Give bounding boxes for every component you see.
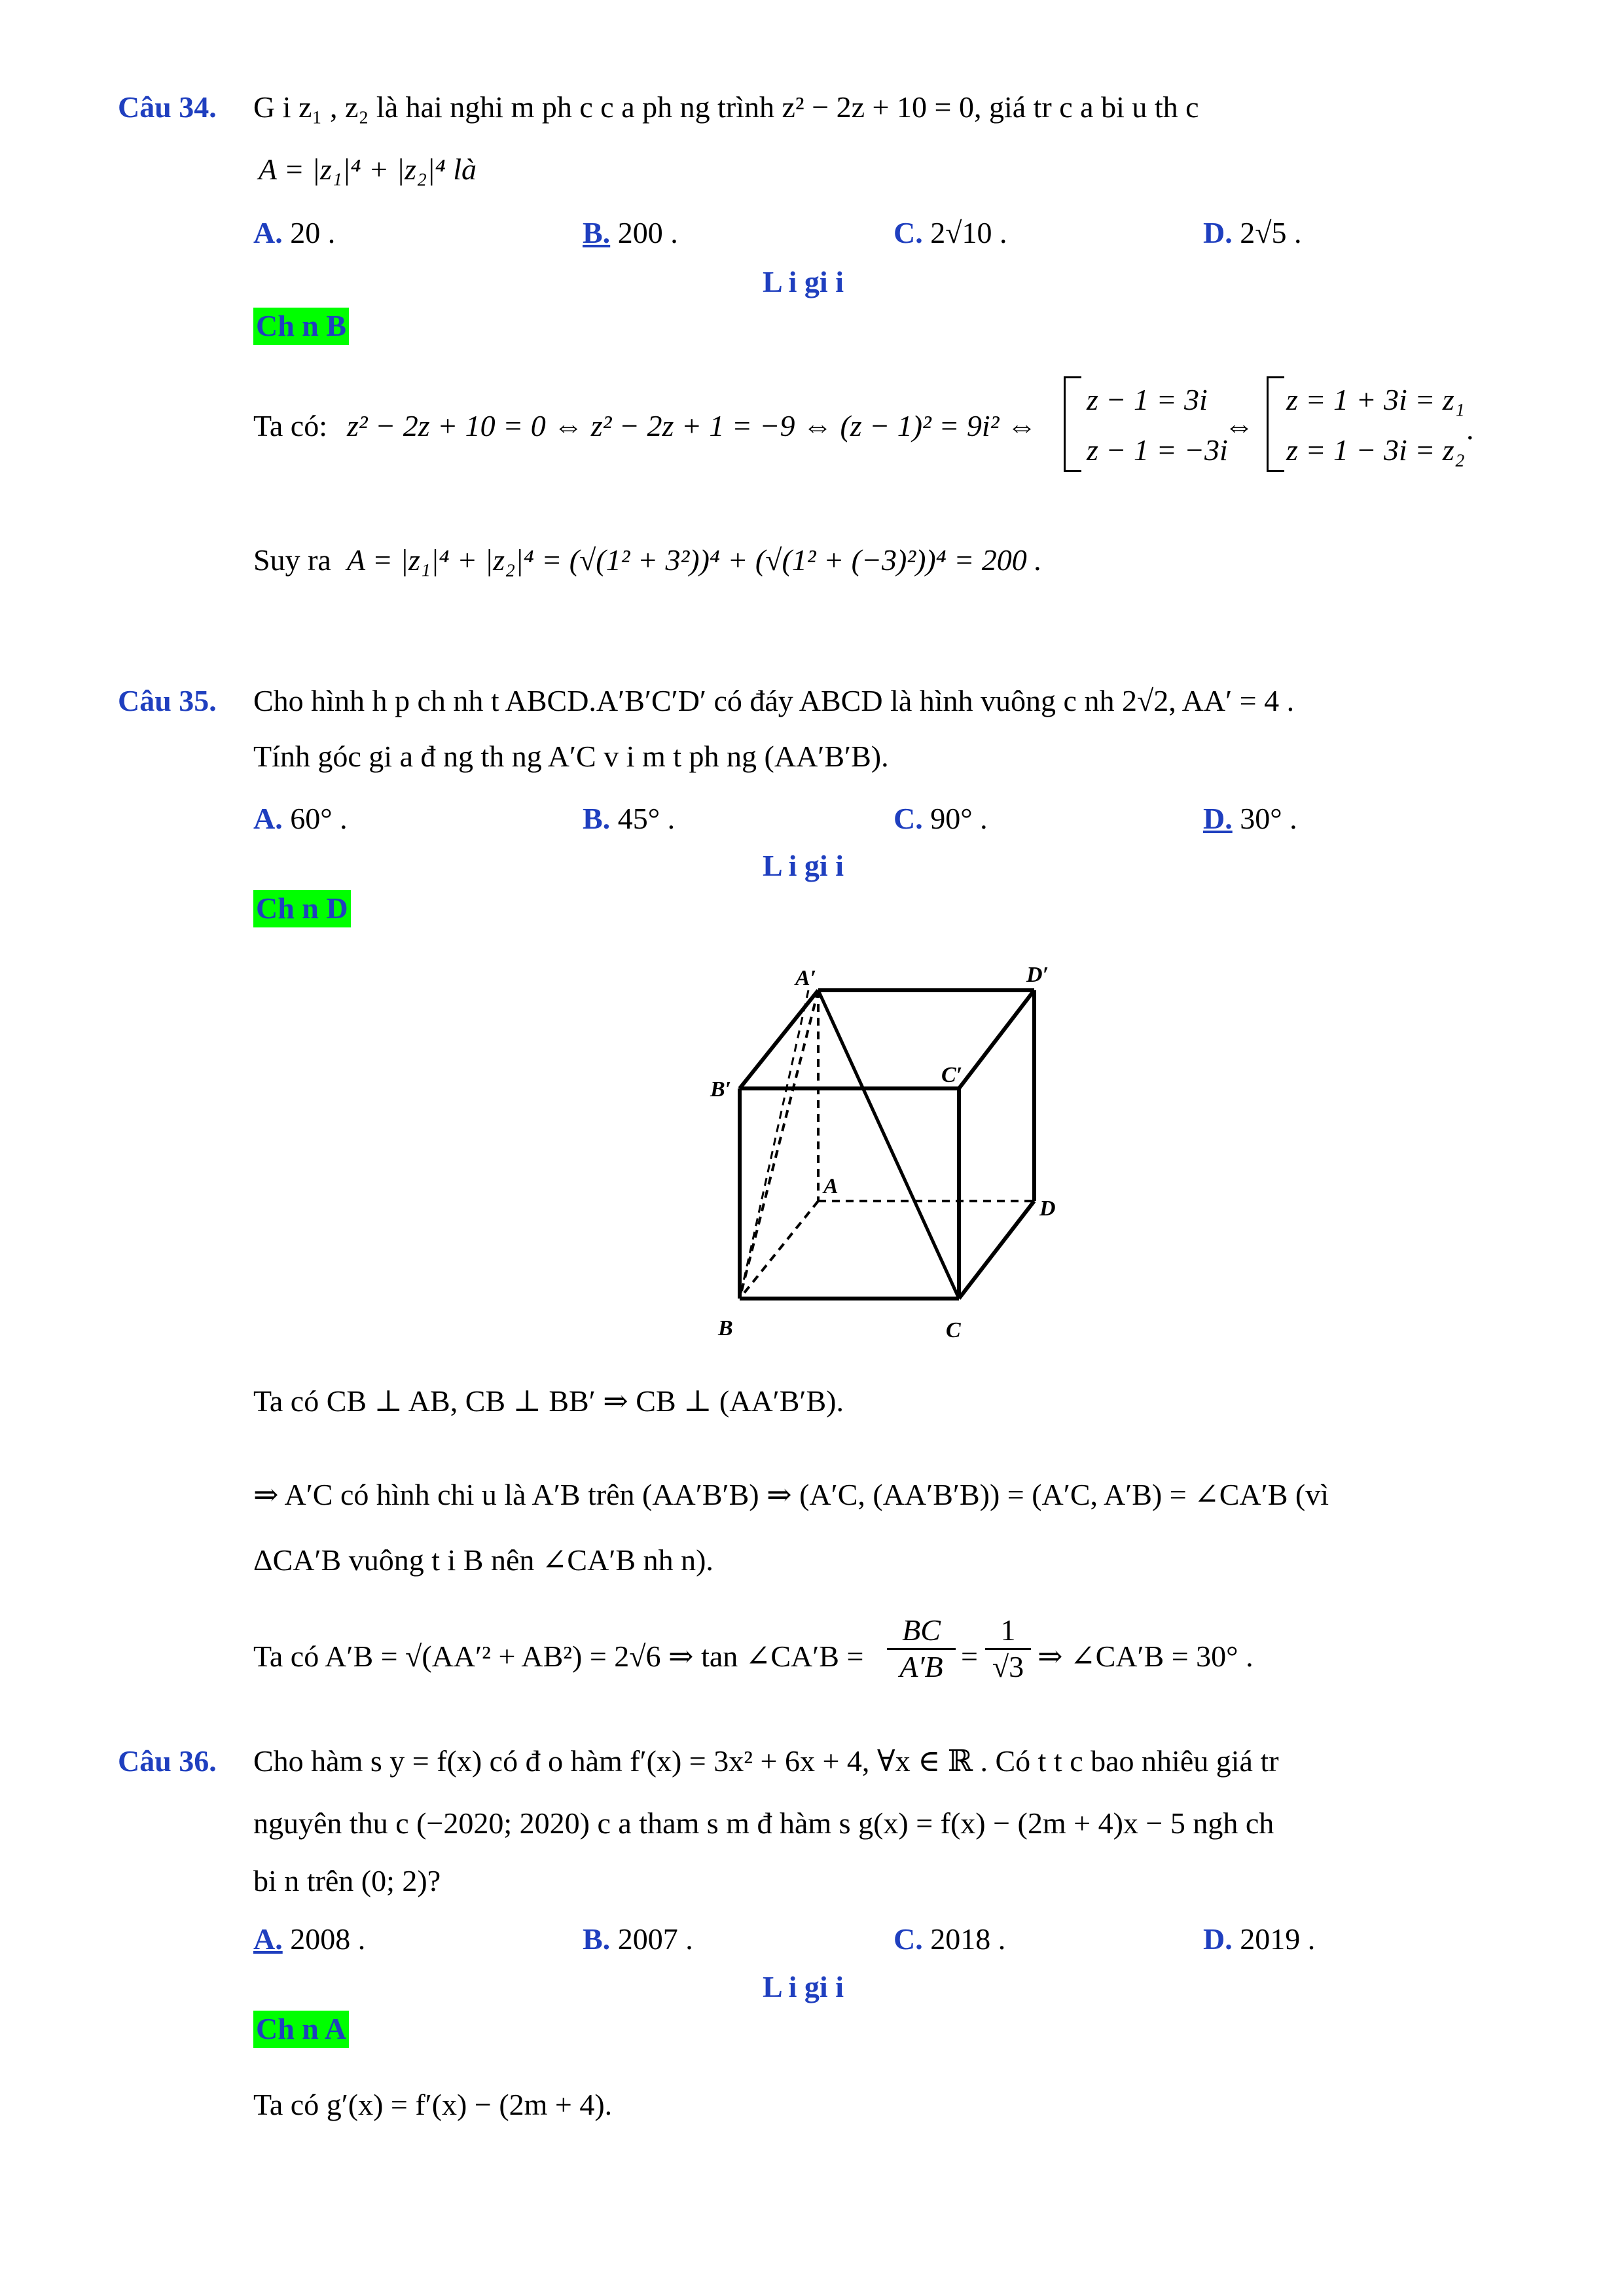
q34-label: Câu 34.	[118, 90, 217, 124]
option-text: 2018 .	[922, 1922, 1006, 1956]
q35-option-b[interactable]	[583, 802, 675, 836]
q35-answer-badge: Ch n D	[253, 890, 351, 927]
q36-label: Câu 36.	[118, 1744, 217, 1778]
option-letter: D.	[1203, 216, 1233, 249]
q35-sol-line1: Ta có CB ⊥ AB, CB ⊥ BB′ ⇒ CB ⊥ (AA′B′B).	[253, 1384, 844, 1418]
option-letter: D.	[1203, 802, 1233, 835]
q34-answer-badge: Ch n B	[253, 308, 349, 345]
frac1-numerator: BC	[902, 1613, 941, 1647]
q35-frac2	[985, 1613, 1031, 1685]
option-letter: B.	[583, 216, 611, 249]
q36-loi-giai-heading: L i gi i	[763, 1970, 844, 2003]
q34-suyra-prefix: Suy ra	[253, 543, 331, 577]
q35-sol-line3: ΔCA′B vuông t i B nên ∠CA′B nh n).	[253, 1543, 713, 1577]
label-a1: A′	[795, 966, 817, 990]
option-text: 200 .	[610, 216, 678, 249]
q35-frac1	[887, 1613, 956, 1685]
option-text: 2019 .	[1232, 1922, 1316, 1956]
label-d: D	[1039, 1196, 1056, 1221]
q35-option-a[interactable]	[253, 802, 348, 836]
q36-option-c[interactable]	[893, 1922, 1005, 1957]
option-letter: B.	[583, 1922, 611, 1956]
option-letter: D.	[1203, 1922, 1233, 1956]
label-d1: D′	[1026, 963, 1049, 987]
q35-option-c[interactable]	[893, 802, 988, 836]
option-letter: B.	[583, 802, 611, 835]
q34-bracket-1	[1064, 376, 1081, 472]
q36-stem-line2: nguyên thu c (−2020; 2020) c a tham s m đ hàm s g(x) = f(x) − (2m + 4)x − 5 ngh ch	[253, 1806, 1274, 1840]
option-text: 2008 .	[282, 1922, 366, 1956]
cube-figure	[694, 949, 1087, 1355]
q34-bracket-2	[1267, 376, 1284, 472]
q36-answer-badge: Ch n A	[253, 2011, 349, 2048]
option-text: 2√10 .	[922, 216, 1007, 249]
q34-sys1-b: z − 1 = −3i	[1087, 433, 1228, 467]
q34-taco-prefix: Ta có:	[253, 409, 328, 442]
edge-b1-a1	[740, 990, 818, 1088]
option-letter: A.	[253, 802, 283, 835]
frac2-numerator: 1	[1000, 1613, 1016, 1647]
segment-a1-b-hidden-2	[740, 990, 808, 1299]
q34-option-b[interactable]	[583, 216, 678, 251]
option-letter: C.	[893, 216, 923, 249]
option-letter: C.	[893, 802, 923, 835]
q34-stem-line1: G i z₁ , z₂ là hai nghi m ph c c a ph ng trình z² − 2z + 10 = 0, giá tr c a bi u th c	[253, 90, 1199, 124]
q35-loi-giai-heading: L i gi i	[763, 849, 844, 882]
q35-option-d[interactable]	[1203, 802, 1297, 836]
label-c1: C′	[941, 1063, 963, 1087]
q34-dot: .	[1466, 412, 1474, 446]
q34-suyra-expr: A = |z₁|⁴ + |z₂|⁴ = (√(1² + 3²))⁴ + (√(1² + (−3)²))⁴ = 200 .	[347, 543, 1042, 577]
q35-stem-line2: Tính góc gi a đ ng th ng A′C v i m t ph ng (AA′B′B).	[253, 740, 889, 773]
segment-a1-c	[818, 990, 959, 1299]
edge-d1-c1	[959, 990, 1034, 1088]
q34-taco-expr: z² − 2z + 10 = 0 ⇔ z² − 2z + 1 = −9 ⇔ (z − 1)² = 9i² ⇔	[347, 409, 1037, 442]
q36-stem-line3: bi n trên (0; 2)?	[253, 1864, 441, 1897]
q34-sys2-b: z = 1 − 3i = z₂	[1286, 433, 1465, 467]
option-text: 20 .	[282, 216, 336, 249]
q36-option-a[interactable]	[253, 1922, 365, 1957]
q36-stem-line1: Cho hàm s y = f(x) có đ o hàm f′(x) = 3x² + 6x + 4, ∀x ∈ ℝ . Có t t c bao nhiêu giá tr	[253, 1744, 1279, 1778]
q36-sol-line1: Ta có g′(x) = f′(x) − (2m + 4).	[253, 2088, 613, 2121]
label-a: A	[823, 1174, 839, 1198]
q35-stem-line1: Cho hình h p ch nh t ABCD.A′B′C′D′ có đáy ABCD là hình vuông c nh 2√2, AA′ = 4 .	[253, 684, 1295, 717]
q34-option-c[interactable]	[893, 216, 1007, 251]
q34-option-a[interactable]	[253, 216, 335, 251]
q34-sys2-a: z = 1 + 3i = z₁	[1286, 383, 1465, 416]
option-letter: A.	[253, 216, 283, 249]
option-text: 90° .	[922, 802, 988, 835]
edge-d-c	[959, 1201, 1034, 1299]
option-letter: C.	[893, 1922, 923, 1956]
option-text: 45° .	[610, 802, 676, 835]
frac2-denominator: √3	[985, 1648, 1031, 1685]
label-b1: B′	[710, 1077, 732, 1102]
q35-sol-line2: ⇒ A′C có hình chi u là A′B trên (AA′B′B) ⇒ (A′C, (AA′B′B)) = (A′C, A′B) = ∠CA′B (vì	[253, 1478, 1329, 1511]
q34-stem-line2: A = |z₁|⁴ + |z₂|⁴ là	[259, 152, 477, 186]
frac1-denominator: A′B	[887, 1648, 956, 1685]
option-text: 2007 .	[610, 1922, 693, 1956]
option-text: 30° .	[1232, 802, 1297, 835]
q35-sol-line4-prefix: Ta có A′B = √(AA′² + AB²) = 2√6 ⇒ tan ∠CA′B =	[253, 1640, 864, 1673]
q36-option-d[interactable]	[1203, 1922, 1315, 1957]
q34-sys1-a: z − 1 = 3i	[1087, 383, 1208, 416]
q34-option-d[interactable]	[1203, 216, 1301, 251]
option-text: 2√5 .	[1232, 216, 1302, 249]
q34-loi-giai-heading: L i gi i	[763, 265, 844, 298]
q36-option-b[interactable]	[583, 1922, 693, 1957]
option-letter: A.	[253, 1922, 283, 1956]
q35-eq: =	[961, 1640, 978, 1673]
option-text: 60° .	[282, 802, 348, 835]
q35-label: Câu 35.	[118, 684, 217, 717]
label-b: B	[718, 1316, 733, 1340]
q34-equiv: ⇔	[1224, 409, 1254, 442]
q35-sol-line4-suffix: ⇒ ∠CA′B = 30° .	[1038, 1640, 1254, 1673]
label-c: C	[946, 1318, 961, 1342]
